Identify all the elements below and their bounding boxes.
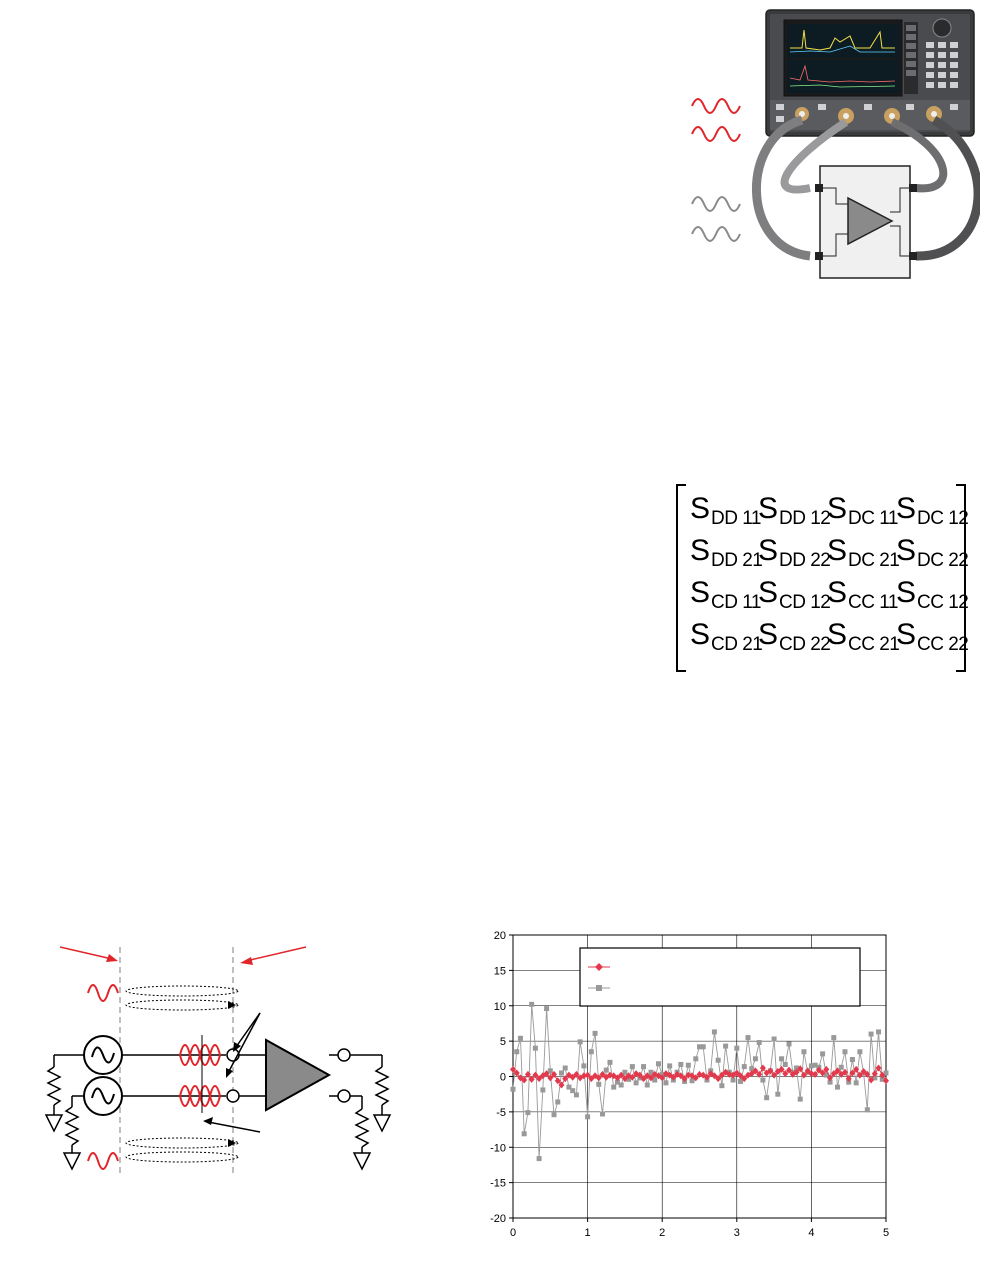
- matrix-entry-subscript: DC 12: [917, 508, 969, 529]
- chart-y-tick-label: 5: [499, 1036, 506, 1049]
- matrix-entry-symbol: S: [827, 492, 848, 525]
- chart-point: [734, 1046, 739, 1051]
- chart-y-tick-label: 20: [493, 930, 506, 942]
- matrix-entry-subscript: DD 22: [779, 550, 831, 571]
- chart-y-tick-label: 10: [493, 1000, 506, 1013]
- chart-x-tick-label: 1: [584, 1227, 591, 1239]
- chart-point: [514, 1049, 519, 1054]
- matrix-entry-symbol: S: [896, 576, 917, 609]
- chart-point: [723, 1044, 728, 1049]
- matrix-entry-subscript: CD 12: [779, 592, 831, 613]
- chart-point: [712, 1029, 717, 1034]
- chart-point: [854, 1080, 859, 1085]
- chart-point: [772, 1037, 777, 1042]
- matrix-entry: [690, 576, 761, 613]
- differential-amplifier-schematic: [40, 935, 410, 1180]
- chart-point: [865, 1107, 870, 1112]
- chart-point: [764, 1095, 769, 1100]
- chart-point: [641, 1064, 646, 1069]
- chart-point: [578, 1039, 583, 1044]
- matrix-entry: [690, 618, 763, 655]
- chart-x-tick-label: 2: [659, 1227, 666, 1239]
- chart-point: [525, 1110, 530, 1115]
- matrix-entry: [690, 492, 761, 529]
- chart-point: [540, 1087, 545, 1092]
- chart-point: [801, 1049, 806, 1054]
- matrix-entry-symbol: S: [758, 534, 779, 567]
- chart-point: [760, 1078, 765, 1083]
- chart-point: [686, 1063, 691, 1068]
- matrix-entry-subscript: DC 22: [917, 550, 969, 571]
- chart-point: [645, 1082, 650, 1087]
- chart-point: [563, 1066, 568, 1071]
- chart-point: [596, 1082, 601, 1087]
- matrix-entry: [896, 618, 969, 655]
- chart-point: [857, 1049, 862, 1054]
- chart-point: [693, 1056, 698, 1061]
- matrix-entry: [690, 534, 763, 571]
- chart-point: [787, 1041, 792, 1046]
- matrix-entry-subscript: CD 22: [779, 634, 831, 655]
- matrix-entry-symbol: S: [690, 492, 711, 525]
- matrix-entry-symbol: S: [896, 492, 917, 525]
- chart-point: [607, 1060, 612, 1065]
- chart-point: [798, 1097, 803, 1102]
- matrix-entry-symbol: S: [690, 576, 711, 609]
- chart-point: [850, 1057, 855, 1062]
- matrix-entry: [758, 618, 831, 655]
- matrix-entry: [896, 534, 969, 571]
- chart-point: [757, 1040, 762, 1045]
- chart-point: [559, 1070, 564, 1075]
- chart-point: [634, 1080, 639, 1085]
- chart-y-axis: [490, 930, 513, 1225]
- chart-point: [869, 1032, 874, 1037]
- matrix-entry-subscript: DD 21: [711, 550, 763, 571]
- matrix-entry-symbol: S: [690, 534, 711, 567]
- chart-point: [663, 1080, 668, 1085]
- matrix-entry: [827, 618, 900, 655]
- matrix-entry-subscript: CD 11: [711, 592, 761, 613]
- matrix-entry-subscript: DD 12: [779, 508, 831, 529]
- chart-point: [511, 1087, 516, 1092]
- chart-legend: [580, 948, 860, 1006]
- chart-point: [842, 1049, 847, 1054]
- matrix-entry-symbol: S: [896, 534, 917, 567]
- chart-point: [839, 1065, 844, 1070]
- chart-point: [611, 1085, 616, 1090]
- matrix-entry: [758, 534, 831, 571]
- chart-point: [745, 1035, 750, 1040]
- chart-point: [593, 1031, 598, 1036]
- chart-x-tick-label: 3: [733, 1227, 740, 1239]
- matrix-entry-subscript: CC 11: [848, 592, 898, 613]
- matrix-entry-subscript: CC 21: [848, 634, 900, 655]
- matrix-entry-symbol: S: [758, 576, 779, 609]
- chart-point: [719, 1083, 724, 1088]
- scatter-chart: [470, 922, 900, 1252]
- matrix-left-bracket: [676, 484, 686, 672]
- matrix-entry-subscript: DC 11: [848, 508, 898, 529]
- chart-y-tick-label: -20: [490, 1213, 506, 1225]
- matrix-entry-symbol: S: [758, 618, 779, 651]
- matrix-entry: [896, 492, 969, 529]
- chart-point: [630, 1064, 635, 1069]
- matrix-entry: [758, 576, 831, 613]
- chart-point: [667, 1063, 672, 1068]
- chart-y-tick-label: -15: [490, 1177, 506, 1190]
- matrix-entry: [896, 576, 969, 613]
- chart-point: [529, 1002, 534, 1007]
- chart-point: [533, 1046, 538, 1051]
- chart-point: [678, 1062, 683, 1067]
- chart-point: [537, 1156, 542, 1161]
- mixed-mode-s-parameter-matrix: [676, 484, 969, 670]
- chart-point: [522, 1131, 527, 1136]
- chart-point: [544, 1006, 549, 1011]
- chart-point: [831, 1035, 836, 1040]
- chart-legend-box: [580, 948, 860, 1006]
- matrix-entry-symbol: S: [896, 618, 917, 651]
- chart-x-tick-label: 5: [882, 1227, 890, 1239]
- chart-legend-marker: [596, 985, 602, 991]
- matrix-entry: [827, 576, 898, 613]
- chart-point: [835, 1085, 840, 1090]
- matrix-entry-symbol: S: [690, 618, 711, 651]
- chart-y-tick-label: -10: [490, 1142, 506, 1155]
- chart-point: [742, 1064, 747, 1069]
- chart-y-tick-label: 15: [493, 965, 506, 978]
- chart-point: [753, 1056, 758, 1061]
- chart-point: [656, 1061, 661, 1066]
- chart-point: [701, 1044, 706, 1049]
- matrix-entry-subscript: CC 22: [917, 634, 969, 655]
- chart-x-axis: [510, 1218, 889, 1239]
- matrix-entry-subscript: DC 21: [848, 550, 900, 571]
- vna-setup-illustration: [680, 8, 980, 288]
- chart-point: [619, 1082, 624, 1087]
- matrix-entry: [827, 534, 900, 571]
- matrix-entry-subscript: DD 11: [711, 508, 761, 529]
- chart-x-tick-label: 4: [808, 1227, 815, 1239]
- chart-point: [518, 1036, 523, 1041]
- chart-point: [820, 1051, 825, 1056]
- chart-series: [510, 1002, 889, 1161]
- chart-point: [581, 1063, 586, 1068]
- chart-point: [585, 1114, 590, 1119]
- chart-y-tick-label: 0: [499, 1071, 506, 1084]
- matrix-entry-symbol: S: [758, 492, 779, 525]
- chart-y-tick-label: -5: [496, 1106, 506, 1119]
- matrix-entry-subscript: CD 21: [711, 634, 763, 655]
- chart-point: [589, 1049, 594, 1054]
- chart-x-tick-label: 0: [509, 1227, 517, 1239]
- matrix-entry-symbol: S: [827, 618, 848, 651]
- chart-point: [604, 1068, 609, 1073]
- chart-point: [775, 1092, 780, 1097]
- matrix-entry-symbol: S: [827, 576, 848, 609]
- chart-point: [876, 1029, 881, 1034]
- chart-point: [555, 1099, 560, 1104]
- chart-point: [783, 1062, 788, 1067]
- chart-point: [779, 1056, 784, 1061]
- chart-point: [600, 1111, 605, 1116]
- matrix-entry: [827, 492, 898, 529]
- matrix-entry-subscript: CC 12: [917, 592, 969, 613]
- matrix-entry: [758, 492, 831, 529]
- chart-point: [716, 1058, 721, 1063]
- matrix-entry-symbol: S: [827, 534, 848, 567]
- chart-point: [574, 1092, 579, 1097]
- chart-point: [552, 1112, 557, 1117]
